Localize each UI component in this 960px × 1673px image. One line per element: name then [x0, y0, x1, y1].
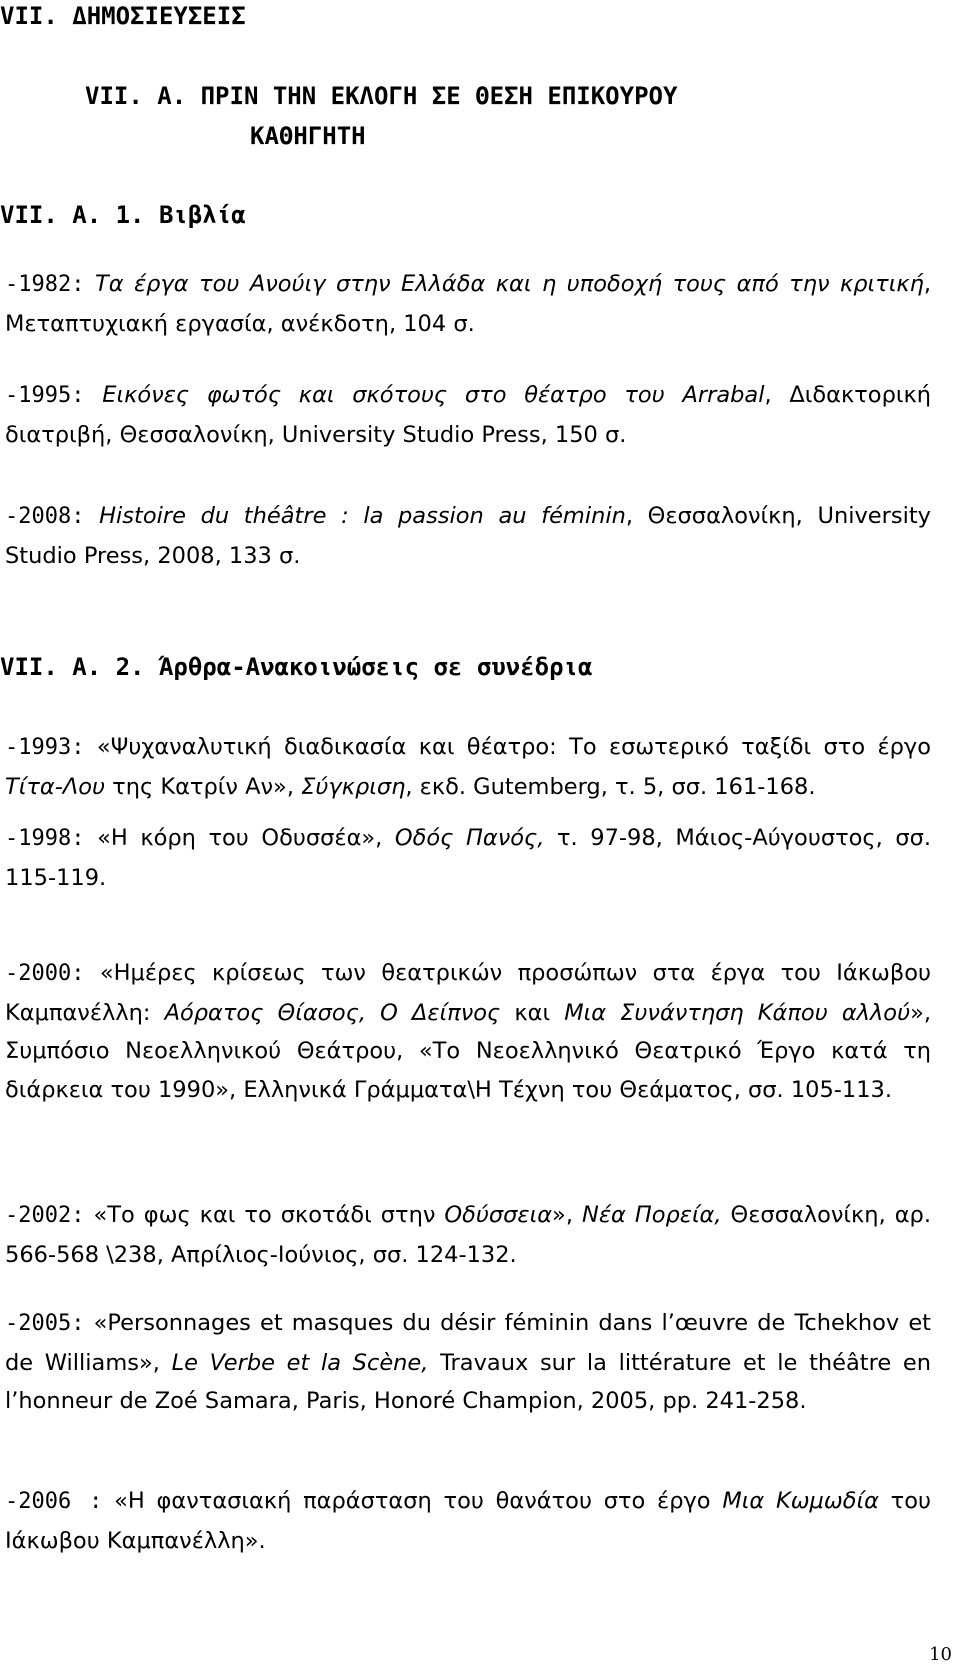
article-italic: Μια Συνάντηση Κάπου αλλού — [564, 999, 911, 1026]
article-italic: Le Verbe et la Scène, — [171, 1349, 429, 1376]
article-text: , εκδ. Gutemberg, τ. 5, σσ. 161-168. — [405, 773, 816, 800]
article-entry-1993 — [5, 728, 931, 806]
article-text: Travaux sur la littérature et le théâtre en l’honneur de Zoé Samara, Paris, Honoré Champion, 2005, pp. 241-258. — [5, 1349, 931, 1414]
book-details: , Θεσσαλονίκη, University Studio Press, 2008, 133 σ. — [5, 503, 931, 569]
article-text: », Συμπόσιο Νεοελληνικού Θεάτρου, «Το Νεοελληνικό Θεατρικό Έργο κατά τη διάρκεια του 1990», Ελληνικά Γράμματα\Η Τέχνη του Θεάματος, σσ. 105-113. — [5, 999, 932, 1103]
entry-year: -2006 : — [5, 1489, 103, 1514]
entry-year: -1982: — [5, 272, 85, 297]
book-title: Histoire du théâtre : la passion au féminin — [99, 503, 626, 529]
article-text: της Κατρίν Αν», — [105, 773, 302, 800]
article-text: «Personnages et masques du désir féminin dans l’œuvre de Tchekhov et de Williams», — [5, 1310, 932, 1376]
article-entry-2005 — [5, 1304, 931, 1421]
article-entry-2002 — [5, 1196, 931, 1274]
article-italic: Μια Κωμωδία — [722, 1488, 879, 1514]
subsection-heading-line-2: ΚΑΘΗΓΗΤΗ — [250, 122, 366, 150]
article-entry-2006 — [5, 1482, 931, 1560]
article-text: «Ημέρες κρίσεως των θεατρικών προσώπων στα έργα του Ιάκωβου Καμπανέλλη: — [5, 960, 931, 1026]
article-italic: Οδύσσεια — [444, 1202, 553, 1228]
books-heading: VII. A. 1. Βιβλία — [0, 201, 246, 229]
article-text: τ. 97-98, Μάιος-Αύγουστος, σσ. 115-119. — [5, 825, 932, 891]
entry-year: -2000: — [5, 961, 85, 986]
book-entry-2008 — [5, 497, 931, 575]
book-entry-1995 — [5, 376, 931, 454]
book-details: , Διδακτορική διατριβή, Θεσσαλονίκη, University Studio Press, 150 σ. — [5, 382, 931, 448]
article-italic: Σύγκριση — [301, 773, 406, 800]
article-text: «Ψυχαναλυτική διαδικασία και θέατρο: Το εσωτερικό ταξίδι στο έργο — [96, 734, 931, 760]
article-italic: Νέα Πορεία, — [581, 1202, 722, 1228]
article-text: Θεσσαλονίκη, αρ. 566-568 \238, Απρίλιος-Ιούνιος, σσ. 124-132. — [5, 1202, 931, 1268]
page-number: 10 — [929, 1644, 952, 1665]
entry-year: -2002: — [5, 1203, 85, 1228]
article-text: «Το φως και το σκοτάδι στην — [93, 1202, 445, 1228]
book-entry-1982 — [5, 265, 931, 343]
article-entry-2000 — [5, 954, 931, 1109]
article-italic: Οδός Πανός, — [394, 825, 545, 851]
article-text: και — [500, 999, 565, 1026]
articles-heading: VII. A. 2. Άρθρα-Ανακοινώσεις σε συνέδρια — [0, 653, 593, 681]
entry-year: -1993: — [5, 735, 85, 760]
entry-year: -1998: — [5, 826, 85, 851]
article-italic: Αόρατος Θίασος, Ο Δείπνος — [164, 999, 501, 1026]
article-entry-1998 — [5, 819, 931, 897]
book-title: Τα έργα του Ανούιγ στην Ελλάδα και η υποδοχή τους από την κριτική — [94, 271, 924, 297]
subsection-heading-line-1: VII. A. ΠΡΙΝ ΤΗΝ ΕΚΛΟΓΗ ΣΕ ΘΕΣΗ ΕΠΙΚΟΥΡΟΥ — [85, 82, 678, 110]
article-text: », — [552, 1202, 582, 1228]
section-heading: VII. ΔΗΜΟΣΙΕΥΣΕΙΣ — [0, 2, 246, 30]
book-title: Εικόνες φωτός και σκότους στο θέατρο του Arrabal — [102, 382, 765, 408]
article-text: του Ιάκωβου Καμπανέλλη». — [5, 1488, 931, 1554]
entry-year: -1995: — [5, 383, 85, 408]
book-details: , Μεταπτυχιακή εργασία, ανέκδοτη, 104 σ. — [5, 271, 932, 337]
article-text: «Η φαντασιακή παράσταση του θανάτου στο έργο — [114, 1488, 723, 1514]
entry-year: -2005: — [5, 1311, 85, 1336]
entry-year: -2008: — [5, 504, 85, 529]
article-text: «Η κόρη του Οδυσσέα», — [97, 825, 395, 851]
article-italic: Τίτα-Λου — [5, 773, 106, 800]
